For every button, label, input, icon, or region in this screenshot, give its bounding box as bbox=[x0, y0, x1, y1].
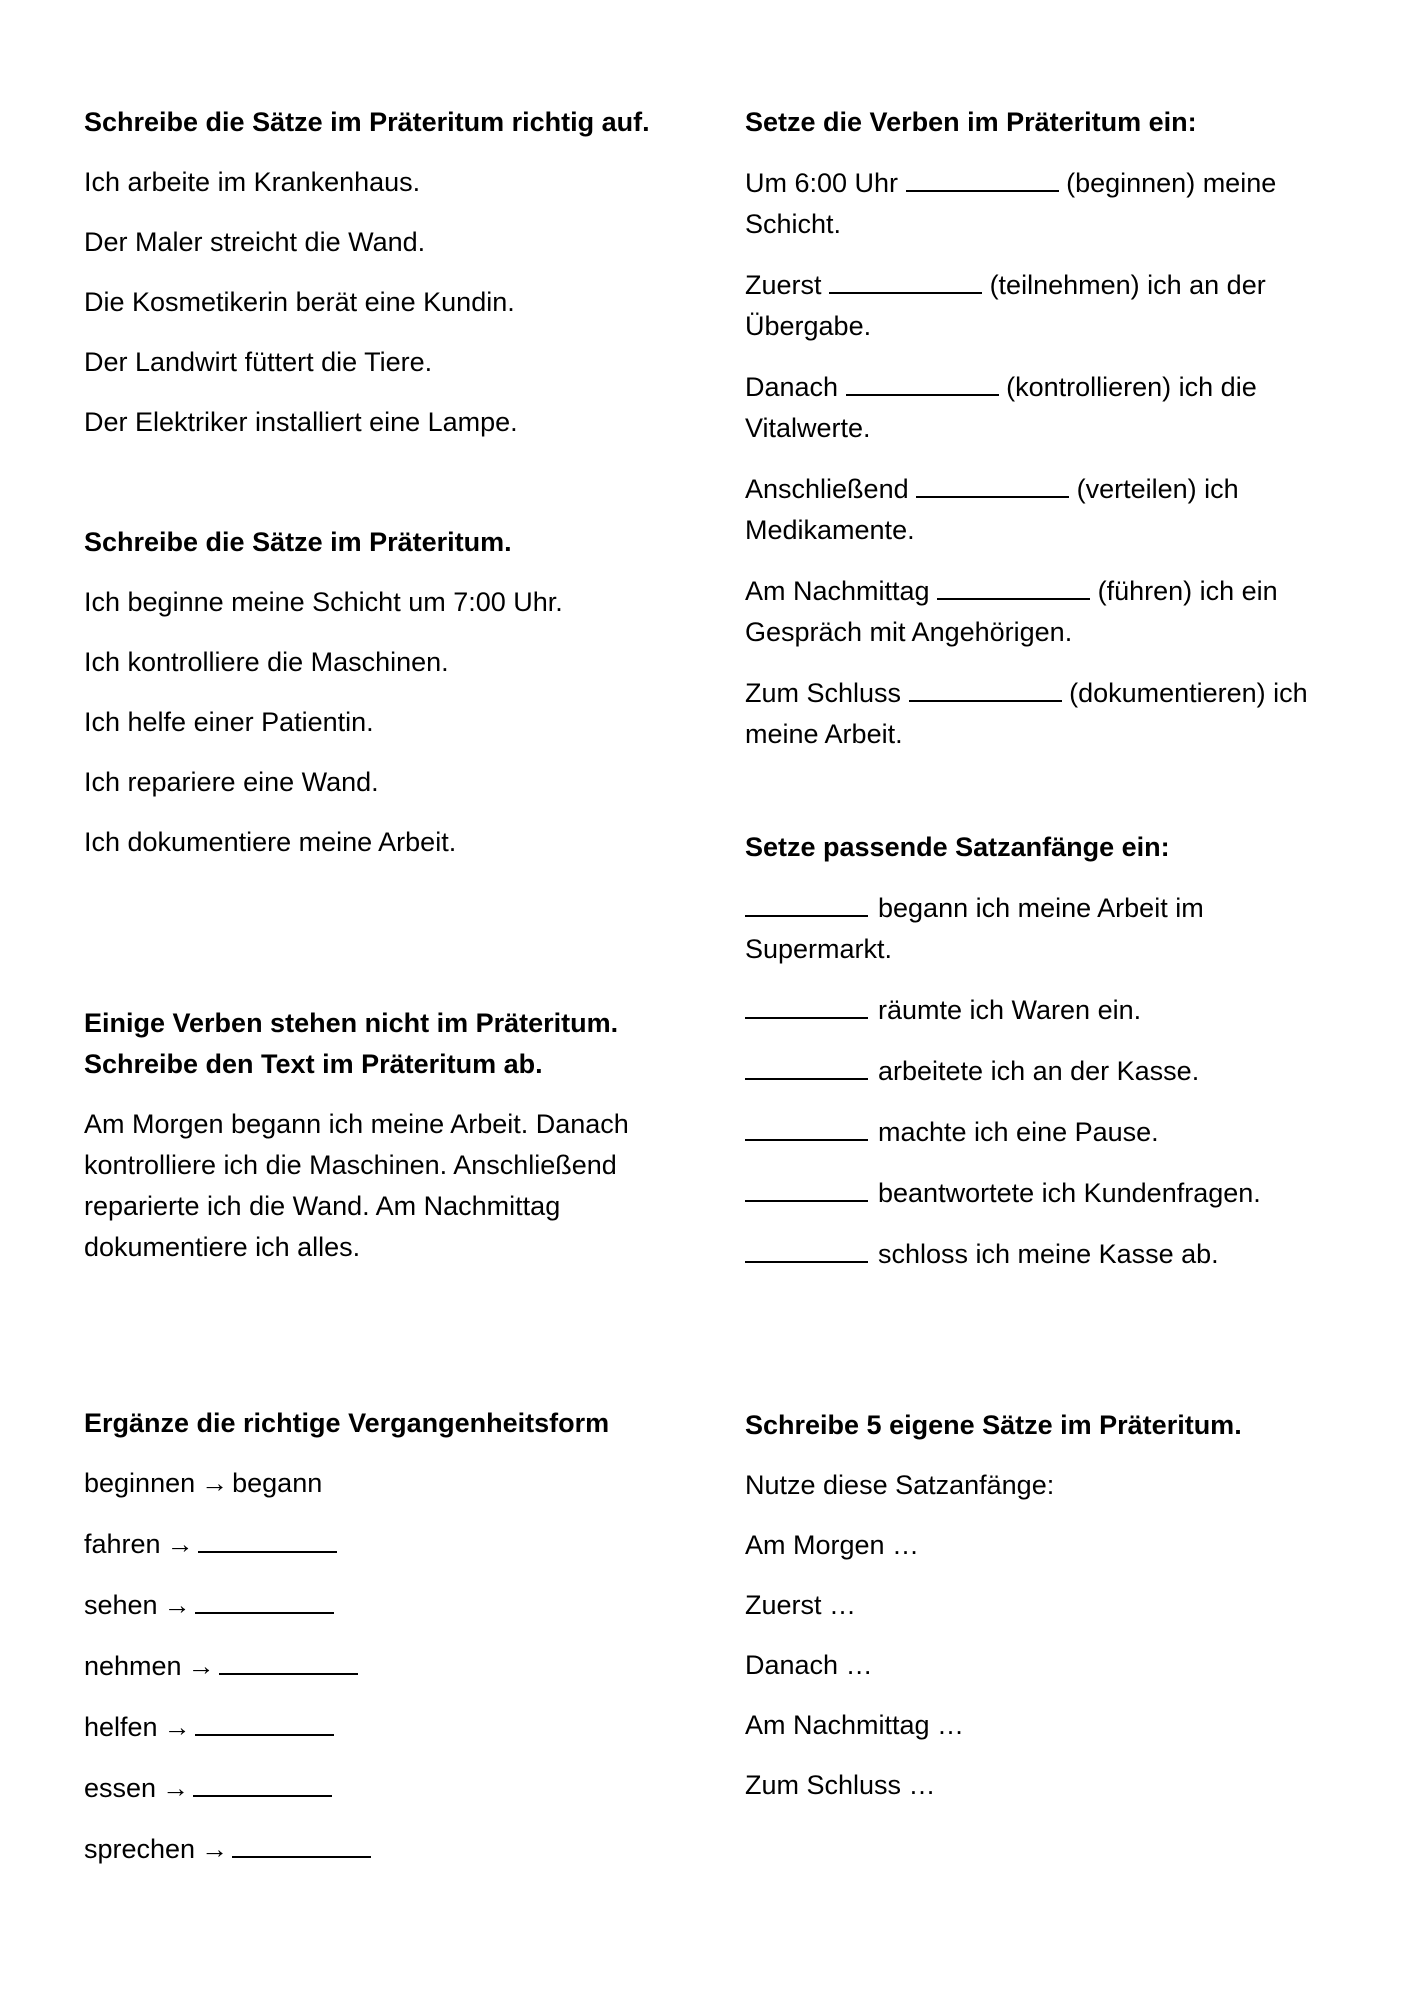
gap-sentence-end: (kontrollieren) ich die Vitalwerte. bbox=[745, 372, 1257, 443]
gap-sentence bbox=[745, 1050, 1345, 1092]
verb-answer: begann bbox=[232, 1468, 323, 1498]
sentence-starter: Am Nachmittag … bbox=[745, 1710, 965, 1740]
verb-item bbox=[84, 1706, 684, 1748]
exercise-heading: Schreibe 5 eigene Sätze im Präteritum. bbox=[745, 1410, 1242, 1440]
gap-sentence bbox=[745, 366, 1345, 449]
verb-item bbox=[84, 1828, 684, 1870]
gap-sentence-start: Zuerst bbox=[745, 270, 822, 300]
arrow-right-icon: → bbox=[162, 1773, 190, 1803]
exercise-sentence-starters bbox=[745, 827, 1345, 1275]
exercise-paragraph: Am Morgen begann ich meine Arbeit. Danach kontrolliere ich die Maschinen. Anschließend reparierte ich die Wand. Am Nachmittag dokumentiere ich alles. bbox=[84, 1109, 629, 1262]
gap-sentence-start: Danach bbox=[745, 372, 839, 402]
answer-blank[interactable] bbox=[846, 366, 999, 396]
answer-blank[interactable] bbox=[745, 1050, 868, 1080]
answer-blank[interactable] bbox=[916, 468, 1069, 498]
exercise-insert-verbs bbox=[745, 102, 1345, 755]
exercise-heading: Schreibe den Text im Präteritum ab. bbox=[84, 1049, 543, 1079]
gap-sentence-start: Um 6:00 Uhr bbox=[745, 168, 899, 198]
gap-sentence-end: (beginnen) meine Schicht. bbox=[745, 168, 1277, 239]
gap-sentence-end: machte ich eine Pause. bbox=[878, 1117, 1159, 1147]
gap-sentence bbox=[745, 887, 1345, 970]
exercise-rewrite-sentences bbox=[84, 102, 684, 443]
gap-sentence bbox=[745, 672, 1345, 755]
verb-item bbox=[84, 1645, 684, 1687]
gap-sentence-end: beantwortete ich Kundenfragen. bbox=[878, 1178, 1261, 1208]
answer-blank[interactable] bbox=[745, 1172, 868, 1202]
answer-blank[interactable] bbox=[193, 1767, 332, 1797]
gap-sentence bbox=[745, 989, 1345, 1031]
answer-blank[interactable] bbox=[745, 989, 868, 1019]
answer-blank[interactable] bbox=[232, 1828, 371, 1858]
answer-blank[interactable] bbox=[829, 264, 982, 294]
exercise-own-sentences bbox=[745, 1405, 1345, 1806]
sentence-starter: Am Morgen … bbox=[745, 1530, 920, 1560]
verb-infinitive: beginnen bbox=[84, 1468, 196, 1498]
answer-blank[interactable] bbox=[909, 672, 1062, 702]
gap-sentence-end: (führen) ich ein Gespräch mit Angehörigen. bbox=[745, 576, 1278, 647]
exercise-heading: Ergänze die richtige Vergangenheitsform bbox=[84, 1408, 610, 1438]
gap-sentence bbox=[745, 1233, 1345, 1275]
verb-item bbox=[84, 1463, 684, 1504]
arrow-right-icon: → bbox=[187, 1651, 215, 1681]
arrow-right-icon: → bbox=[163, 1712, 191, 1742]
exercise-line: Die Kosmetikerin berät eine Kundin. bbox=[84, 287, 515, 317]
verb-infinitive: sehen bbox=[84, 1590, 158, 1620]
gap-sentence bbox=[745, 1111, 1345, 1153]
answer-blank[interactable] bbox=[195, 1706, 334, 1736]
gap-sentence bbox=[745, 162, 1345, 245]
gap-sentence bbox=[745, 264, 1345, 347]
exercise-heading: Setze die Verben im Präteritum ein: bbox=[745, 107, 1197, 137]
exercise-sentences-preterite bbox=[84, 522, 684, 863]
verb-infinitive: fahren bbox=[84, 1529, 161, 1559]
exercise-line: Der Landwirt füttert die Tiere. bbox=[84, 347, 433, 377]
gap-sentence-end: schloss ich meine Kasse ab. bbox=[878, 1239, 1219, 1269]
verb-item bbox=[84, 1584, 684, 1626]
answer-blank[interactable] bbox=[745, 887, 868, 917]
exercise-line: Der Elektriker installiert eine Lampe. bbox=[84, 407, 518, 437]
gap-sentence bbox=[745, 570, 1345, 653]
arrow-right-icon: → bbox=[163, 1590, 191, 1620]
gap-sentence-end: (dokumentieren) ich meine Arbeit. bbox=[745, 678, 1308, 749]
exercise-heading: Einige Verben stehen nicht im Präteritum. bbox=[84, 1008, 619, 1038]
sentence-starter: Zum Schluss … bbox=[745, 1770, 936, 1800]
answer-blank[interactable] bbox=[906, 162, 1059, 192]
exercise-heading: Schreibe die Sätze im Präteritum richtig auf. bbox=[84, 107, 650, 137]
gap-sentence-start: Am Nachmittag bbox=[745, 576, 930, 606]
verb-infinitive: helfen bbox=[84, 1712, 158, 1742]
exercise-line: Ich dokumentiere meine Arbeit. bbox=[84, 827, 457, 857]
exercise-past-forms bbox=[84, 1403, 684, 1870]
exercise-line: Der Maler streicht die Wand. bbox=[84, 227, 426, 257]
sentence-starter: Zuerst … bbox=[745, 1590, 857, 1620]
answer-blank[interactable] bbox=[745, 1111, 868, 1141]
answer-blank[interactable] bbox=[937, 570, 1090, 600]
arrow-right-icon: → bbox=[201, 1468, 229, 1498]
arrow-right-icon: → bbox=[166, 1529, 194, 1559]
gap-sentence bbox=[745, 1172, 1345, 1214]
exercise-heading: Setze passende Satzanfänge ein: bbox=[745, 832, 1170, 862]
sentence-starter: Danach … bbox=[745, 1650, 873, 1680]
exercise-line: Ich helfe einer Patientin. bbox=[84, 707, 374, 737]
exercise-instruction: Nutze diese Satzanfänge: bbox=[745, 1470, 1055, 1500]
gap-sentence-end: (teilnehmen) ich an der Übergabe. bbox=[745, 270, 1266, 341]
verb-infinitive: essen bbox=[84, 1773, 157, 1803]
verb-item bbox=[84, 1523, 684, 1565]
answer-blank[interactable] bbox=[219, 1645, 358, 1675]
verb-infinitive: nehmen bbox=[84, 1651, 182, 1681]
exercise-line: Ich kontrolliere die Maschinen. bbox=[84, 647, 449, 677]
exercise-heading: Schreibe die Sätze im Präteritum. bbox=[84, 527, 512, 557]
gap-sentence-end: (verteilen) ich Medikamente. bbox=[745, 474, 1239, 545]
verb-item bbox=[84, 1767, 684, 1809]
gap-sentence-end: arbeitete ich an der Kasse. bbox=[878, 1056, 1200, 1086]
exercise-line: Ich arbeite im Krankenhaus. bbox=[84, 167, 421, 197]
exercise-line: Ich beginne meine Schicht um 7:00 Uhr. bbox=[84, 587, 563, 617]
gap-sentence-end: räumte ich Waren ein. bbox=[878, 995, 1142, 1025]
exercise-line: Ich repariere eine Wand. bbox=[84, 767, 379, 797]
exercise-correct-text bbox=[84, 1003, 684, 1268]
arrow-right-icon: → bbox=[201, 1834, 229, 1864]
gap-sentence-end: begann ich meine Arbeit im Supermarkt. bbox=[745, 893, 1204, 964]
gap-sentence-start: Anschließend bbox=[745, 474, 909, 504]
gap-sentence bbox=[745, 468, 1345, 551]
answer-blank[interactable] bbox=[198, 1523, 337, 1553]
verb-infinitive: sprechen bbox=[84, 1834, 196, 1864]
gap-sentence-start: Zum Schluss bbox=[745, 678, 902, 708]
answer-blank[interactable] bbox=[195, 1584, 334, 1614]
answer-blank[interactable] bbox=[745, 1233, 868, 1263]
